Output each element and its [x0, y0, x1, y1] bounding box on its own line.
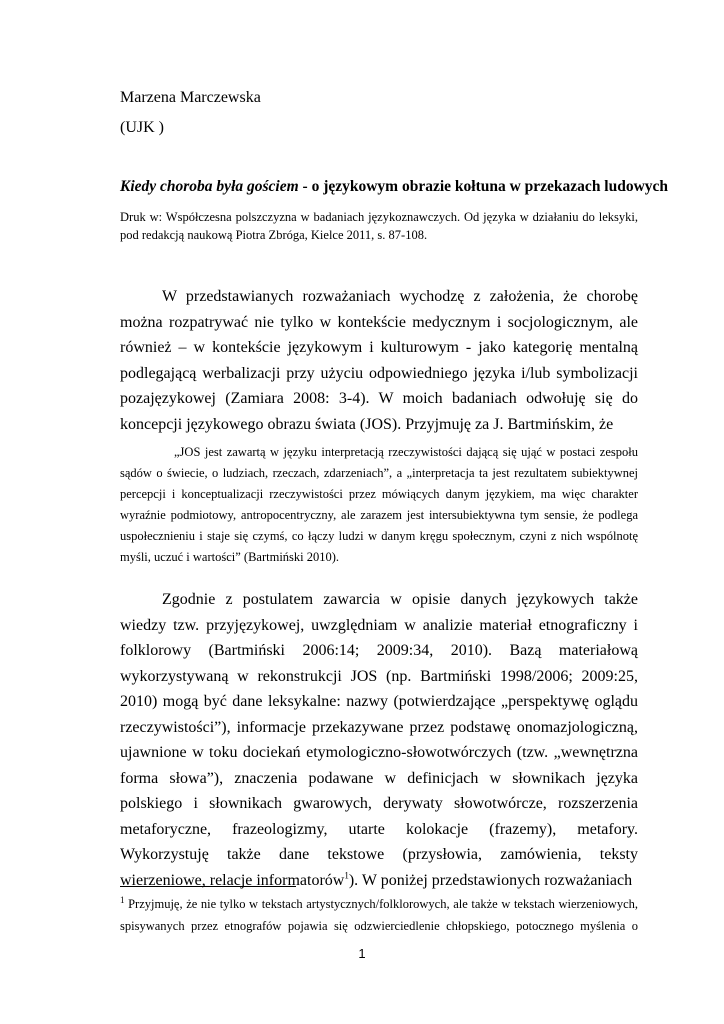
publication-note: Druk w: Współczesna polszczyzna w badaniach językoznawczych. Od języka w działaniu do leksyki, pod redakcją naukową Piotra Zbróga, Kielce 2011, s. 87-108. [120, 210, 638, 242]
author-affiliation: (UJK ) [120, 119, 164, 136]
title-rest: - o językowym obrazie kołtuna w przekazach ludowych [298, 178, 669, 195]
paragraph-2-text: Zgodnie z postulatem zawarcia w opisie danych językowych także wiedzy tzw. przyjęzykowej, uwzględniam w analizie materiał etnograficzny i folklorowy (Bartmiński 2006:14; 2009:34, 2010). Bazą materiałową wykorzystywaną w rekonstrukcji JOS (np. Bartmiński 1998/2006; 2009:25, 2010) mogą być dane leksykalne: nazwy (potwierdzające „perspektywę oglądu rzeczywistości”), informacje przekazywane przez podstawę onomazjologiczną, ujawnione w toku dociekań etymologiczno-słowotwórczych (tzw. „wewnętrzna forma słowa”), znaczenia podawane w definicjach w słownikach języka polskiego i słownikach gwarowych, derywaty słowotwórcze, rozszerzenia metaforyczne, frazeologizmy, utarte kolokacje (frazemy), metafory. Wykorzystuję także dane tekstowe (przysłowia, zamówienia, teksty wierzeniowe, relacje informatorów [120, 591, 638, 889]
footnote-number: 1 [120, 894, 125, 905]
paragraph-1: W przedstawianych rozważaniach wychodzę z założenia, że chorobę można rozpatrywać nie tylko w kontekście medycznym i socjologicznym, ale również – w kontekście językowym i kulturowym - jako kategorię mentalną podlegającą werbalizacji przy użyciu odpowiedniego języka i/lub symbolizacji pozajęzykowej (Zamiara 2008: 3-4). W moich badaniach odwołuję się do koncepcji językowego obrazu świata (JOS). Przyjmuję za J. Bartmińskim, że [120, 288, 638, 433]
page-number: 1 [358, 946, 366, 961]
footnote [120, 893, 638, 937]
paragraph-2 [120, 587, 638, 893]
footnote-separator [120, 886, 296, 887]
block-quote: „JOS jest zawartą w języku interpretacją rzeczywistości dającą się ująć w postaci zespołu sądów o świecie, o ludziach, rzeczach, zdarzeniach”, a „interpretacja ta jest rezultatem subiektywnej percepcji i konceptualizacji rzeczywistości przez mówiących danym językiem, ma więc charakter wyraźnie podmiotowy, antropocentryczny, ale zarazem jest intersubiektywna tym sensie, że podlega uspołecznieniu i staje się czymś, co łączy ludzi w danym kręgu społecznym, czyni z nich wspólnotę myśli, uczuć i wartości” (Bartmiński 2010). [120, 445, 638, 564]
author-name: Marzena Marczewska [120, 89, 261, 106]
footnote-reference[interactable]: 1 [344, 870, 349, 881]
paragraph-2-tail: ). W poniżej przedstawionych rozważaniach [348, 871, 633, 889]
title-italic-part: Kiedy choroba była gościem [120, 178, 299, 195]
footnote-text: Przyjmuję, że nie tylko w tekstach artystycznych/folklorowych, ale także w tekstach wierzeniowych, spisywanych przez etnografów pojawia się odzwierciedlenie chłopskiego, potocznego myślenia o [120, 897, 638, 933]
article-title [120, 178, 668, 196]
